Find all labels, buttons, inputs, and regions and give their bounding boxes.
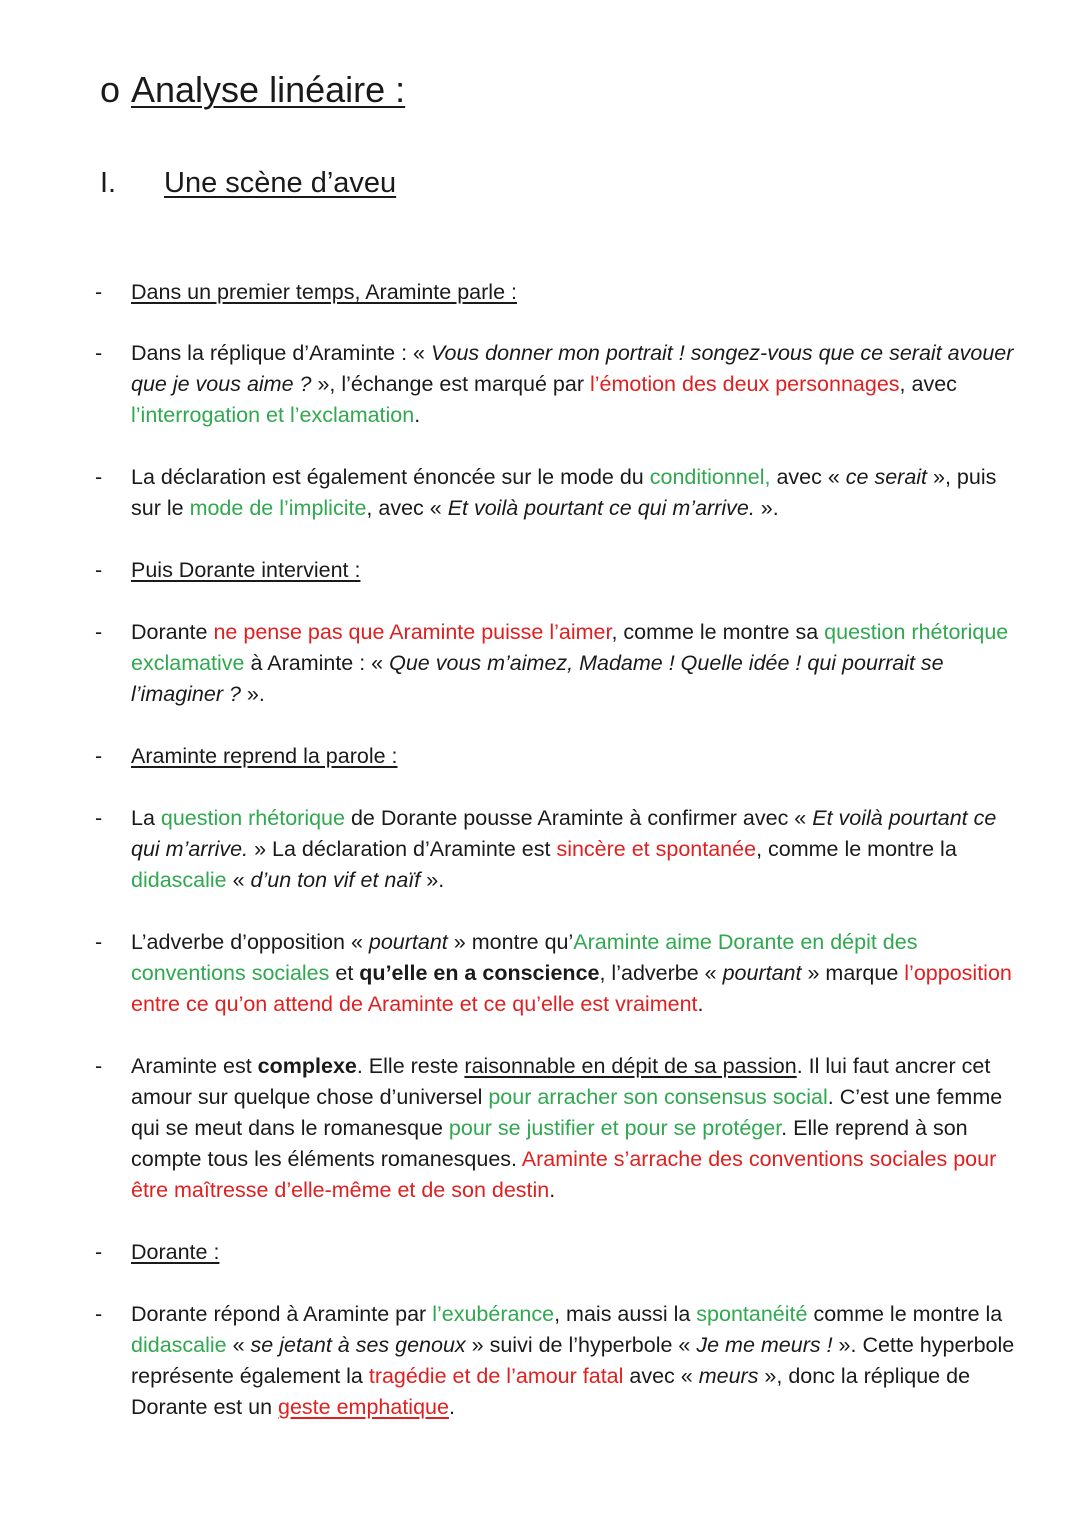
dash-bullet: - — [95, 465, 103, 489]
text-segment: Dans la réplique d’Araminte : « — [131, 341, 431, 365]
text-segment: Et voilà pourtant ce qui m’arrive. — [131, 806, 997, 861]
text-segment: complexe — [257, 1054, 357, 1078]
text-segment: spontanéité — [696, 1302, 808, 1326]
text-segment: » suivi de l’hyperbole « — [465, 1333, 697, 1357]
text-segment: Araminte s’arrache des conventions sociales pour être maîtresse d’elle-même et de son destin — [131, 1147, 997, 1202]
dash-bullet: - — [95, 558, 103, 582]
dash-bullet: - — [95, 280, 103, 304]
text-segment: ce serait — [845, 465, 928, 489]
text-segment: Et voilà pourtant ce qui m’arrive. — [447, 496, 755, 520]
list-item-text — [131, 1051, 1025, 1206]
list-item-text — [131, 741, 1025, 772]
dash-bullet: - — [95, 744, 103, 768]
text-segment: , comme le montre la — [756, 837, 957, 861]
list-item-text — [131, 1299, 1025, 1423]
text-segment: l’opposition entre ce qu’on attend de Araminte et ce qu’elle est vraiment — [131, 961, 1012, 1016]
text-segment: mode de l’implicite — [189, 496, 367, 520]
text-segment: », puis sur le — [131, 465, 997, 520]
list-item — [95, 338, 1025, 431]
text-segment: Je me meurs ! — [696, 1333, 833, 1357]
text-segment: d’un ton vif et naïf — [250, 868, 421, 892]
text-segment: qu’elle en a conscience — [359, 961, 600, 985]
text-segment: conditionnel, — [649, 465, 771, 489]
text-segment: . Elle reste — [356, 1054, 465, 1078]
text-segment: » montre qu’ — [447, 930, 574, 954]
text-segment: de Dorante pousse Araminte à confirmer avec « — [344, 806, 813, 830]
text-segment: didascalie — [131, 1333, 227, 1357]
text-segment: l’exubérance — [432, 1302, 555, 1326]
dash-bullet: - — [95, 341, 103, 365]
list-item-text — [131, 277, 1025, 308]
text-segment: ». — [420, 868, 445, 892]
text-segment: « — [226, 1333, 251, 1357]
list-item-text — [131, 1237, 1025, 1268]
list-item — [95, 462, 1025, 524]
text-segment: La déclaration est également énoncée sur le mode du — [131, 465, 650, 489]
text-segment: avec « — [623, 1364, 699, 1388]
text-segment: tragédie et de l’amour fatal — [368, 1364, 624, 1388]
title-text: Analyse linéaire : — [131, 69, 406, 110]
text-segment: , avec « — [366, 496, 448, 520]
text-segment: pour se justifier et pour se protéger — [448, 1116, 782, 1140]
text-segment: . Il lui faut ancrer cet amour sur quelque chose d’universel — [131, 1054, 991, 1109]
text-segment: . Elle reprend à son compte tous les éléments romanesques. — [131, 1116, 968, 1171]
text-segment: Puis Dorante intervient : — [131, 558, 361, 582]
text-segment: . — [697, 992, 704, 1016]
text-segment: ne pense pas que Araminte puisse l’aimer — [213, 620, 612, 644]
text-segment: », donc la réplique de Dorante est un — [131, 1364, 971, 1419]
list-item-text — [131, 617, 1025, 710]
dash-bullet: - — [95, 1054, 103, 1078]
text-segment: , mais aussi la — [554, 1302, 697, 1326]
list-item — [95, 927, 1025, 1020]
section-heading — [100, 164, 396, 202]
text-segment: ». Cette hyperbole représente également la — [131, 1333, 1015, 1388]
text-segment: Dorante — [131, 620, 214, 644]
list-item — [95, 1051, 1025, 1206]
dash-bullet: - — [95, 1302, 103, 1326]
text-segment: Dorante répond à Araminte par — [131, 1302, 433, 1326]
text-segment: et — [329, 961, 360, 985]
text-segment: » marque — [801, 961, 905, 985]
text-segment: , comme le montre sa — [611, 620, 825, 644]
text-segment: question rhétorique exclamative — [131, 620, 1009, 675]
text-segment: raisonnable en dépit de sa passion — [464, 1054, 797, 1078]
text-segment: , avec — [899, 372, 957, 396]
list-item — [95, 741, 1025, 772]
text-segment: meurs — [698, 1364, 759, 1388]
dash-bullet: - — [95, 1240, 103, 1264]
list-item-text — [131, 462, 1025, 524]
text-segment: » La déclaration d’Araminte est — [248, 837, 557, 861]
section-number: I. — [100, 167, 117, 199]
text-segment: . — [414, 403, 421, 427]
text-segment: , l’adverbe « — [599, 961, 723, 985]
text-segment: geste emphatique — [278, 1395, 449, 1419]
text-segment: », l’échange est marqué par — [311, 372, 590, 396]
text-segment: . — [549, 1178, 556, 1202]
text-segment: L’adverbe d’opposition « — [131, 930, 369, 954]
list-item-text — [131, 338, 1025, 431]
text-segment: l’interrogation et l’exclamation — [131, 403, 415, 427]
list-item — [95, 617, 1025, 710]
text-segment: La — [131, 806, 161, 830]
text-segment: question rhétorique — [160, 806, 345, 830]
text-segment: ». — [240, 682, 265, 706]
list-item — [95, 1237, 1025, 1268]
text-segment: Que vous m’aimez, Madame ! Quelle idée ! qui pourrait se l’imaginer ? — [131, 651, 944, 706]
text-segment: pour arracher son consensus social — [488, 1085, 828, 1109]
section-title: Une scène d’aveu — [164, 167, 397, 199]
list-item — [95, 1299, 1025, 1423]
dash-bullet: - — [95, 620, 103, 644]
text-segment: . — [448, 1395, 455, 1419]
text-segment: didascalie — [131, 868, 227, 892]
text-segment: Araminte reprend la parole : — [131, 744, 398, 768]
text-segment: pourtant — [722, 961, 802, 985]
text-segment: pourtant — [368, 930, 448, 954]
dash-bullet: - — [95, 806, 103, 830]
text-segment: comme le montre la — [807, 1302, 1003, 1326]
text-segment: ». — [754, 496, 779, 520]
list-item-text — [131, 803, 1025, 896]
list-item — [95, 803, 1025, 896]
text-segment: Araminte est — [131, 1054, 258, 1078]
page-title — [100, 68, 405, 112]
text-segment: Dans un premier temps, Araminte parle : — [131, 280, 517, 304]
text-segment: Vous donner mon portrait ! songez-vous que ce serait avouer que je vous aime ? — [131, 341, 1014, 396]
text-segment: sincère et spontanée — [556, 837, 757, 861]
text-segment: . C’est une femme qui se meut dans le romanesque — [131, 1085, 1003, 1140]
text-segment: se jetant à ses genoux — [250, 1333, 466, 1357]
text-segment: à Araminte : « — [244, 651, 390, 675]
dash-bullet: - — [95, 930, 103, 954]
text-segment: avec « — [770, 465, 846, 489]
text-segment: « — [226, 868, 251, 892]
text-segment: l’émotion des deux personnages — [589, 372, 900, 396]
title-bullet: o — [100, 69, 121, 110]
list-item — [95, 277, 1025, 308]
list-item-text — [131, 927, 1025, 1020]
text-segment: Araminte aime Dorante en dépit des conventions sociales — [131, 930, 918, 985]
list-item-text — [131, 555, 1025, 586]
list-item — [95, 555, 1025, 586]
text-segment: Dorante : — [131, 1240, 220, 1264]
